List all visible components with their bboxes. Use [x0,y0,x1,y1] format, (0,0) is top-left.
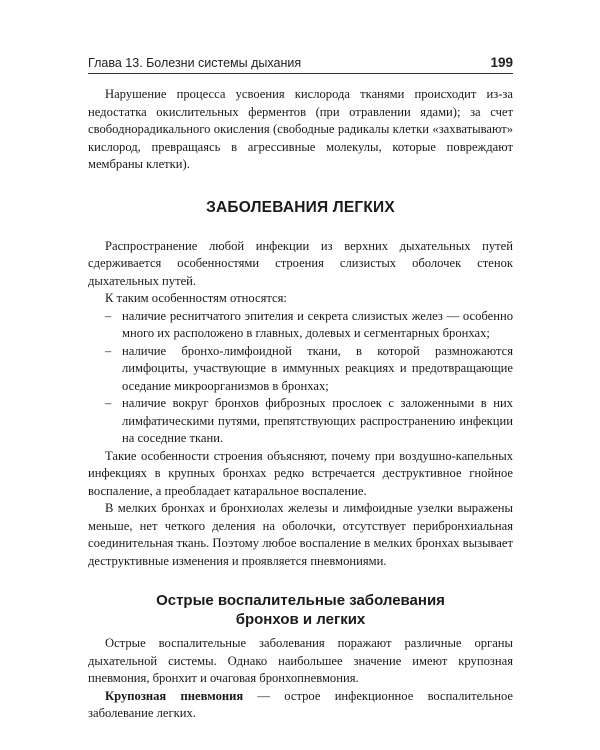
page-number: 199 [490,55,513,70]
subsection-heading [88,591,513,629]
defined-term: Крупозная пневмония [105,688,244,703]
subsection-heading-line-2: бронхов и легких [235,611,366,628]
features-list [88,308,513,448]
section-paragraph-2: Такие особенности строения объясняют, почему при воздушно-капельных инфекциях в крупных бронхах редко встречается деструктивное гнойное воспаление, а преобладает катаральное воспаление. [88,448,513,498]
list-item-text: наличие вокруг бронхов фиброзных прослоек с заложенными в них лимфатическими путями, препятствующих распространению инфекции на соседние ткани. [122,396,513,445]
page-body [88,86,513,723]
section-paragraph-1: Распространение любой инфекции из верхних дыхательных путей сдерживается особенностями строения слизистых оболочек стенок дыхательных путей. [88,238,513,288]
list-item [88,308,513,343]
dash-marker: – [105,308,112,323]
list-item [88,395,513,448]
list-item-text: наличие реснитчатого эпителия и секрета слизистых желез — особенно много их расположено в главных, долевых и сегментарных бронхах; [122,308,513,340]
section-heading: ЗАБОЛЕВАНИЯ ЛЕГКИХ [206,198,395,216]
running-header [88,55,513,70]
chapter-title: Глава 13. Болезни системы дыхания [88,56,302,70]
intro-paragraph: Нарушение процесса усвоения кислорода тканями происходит из-за недостатка окислительных ферментов (при отравлении ядами); за счет свободнорадикального окисления (свободные радикалы клетки «захватывают» кислород, превращаясь в агрессивные молекулы, которые повреждают мембраны клетки). [88,87,513,171]
definition-paragraph [88,688,513,723]
subsection-heading-line-1: Острые воспалительные заболевания [156,592,445,609]
subsection-paragraph-1: Острые воспалительные заболевания поражают различные органы дыхательной системы. Однако наибольшее значение имеют крупозная пневмония, бронхит и очаговая бронхопневмония. [88,636,513,685]
header-rule [88,73,513,74]
list-intro: К таким особенностям относятся: [105,291,287,305]
list-item [88,343,513,396]
definition-text: — острое инфекционное воспалительное заболевание легких. [88,688,513,720]
dash-marker: – [105,343,112,358]
list-item-text: наличие бронхо-лимфоидной ткани, в которой размножаются лимфоциты, участвующие в иммунных реакциях и предотвращающие оседание микроорганизмов в бронхах; [122,343,513,393]
dash-marker: – [105,396,112,410]
section-paragraph-3: В мелких бронхах и бронхиолах железы и лимфоидные узелки выражены меньше, нет четкого деления на оболочки, отсутствует перибронхиальная соединительная ткань. Поэтому любое воспаление в мелких бронхах вызывает деструктивные изменения и проявляется пневмониями. [88,501,513,568]
